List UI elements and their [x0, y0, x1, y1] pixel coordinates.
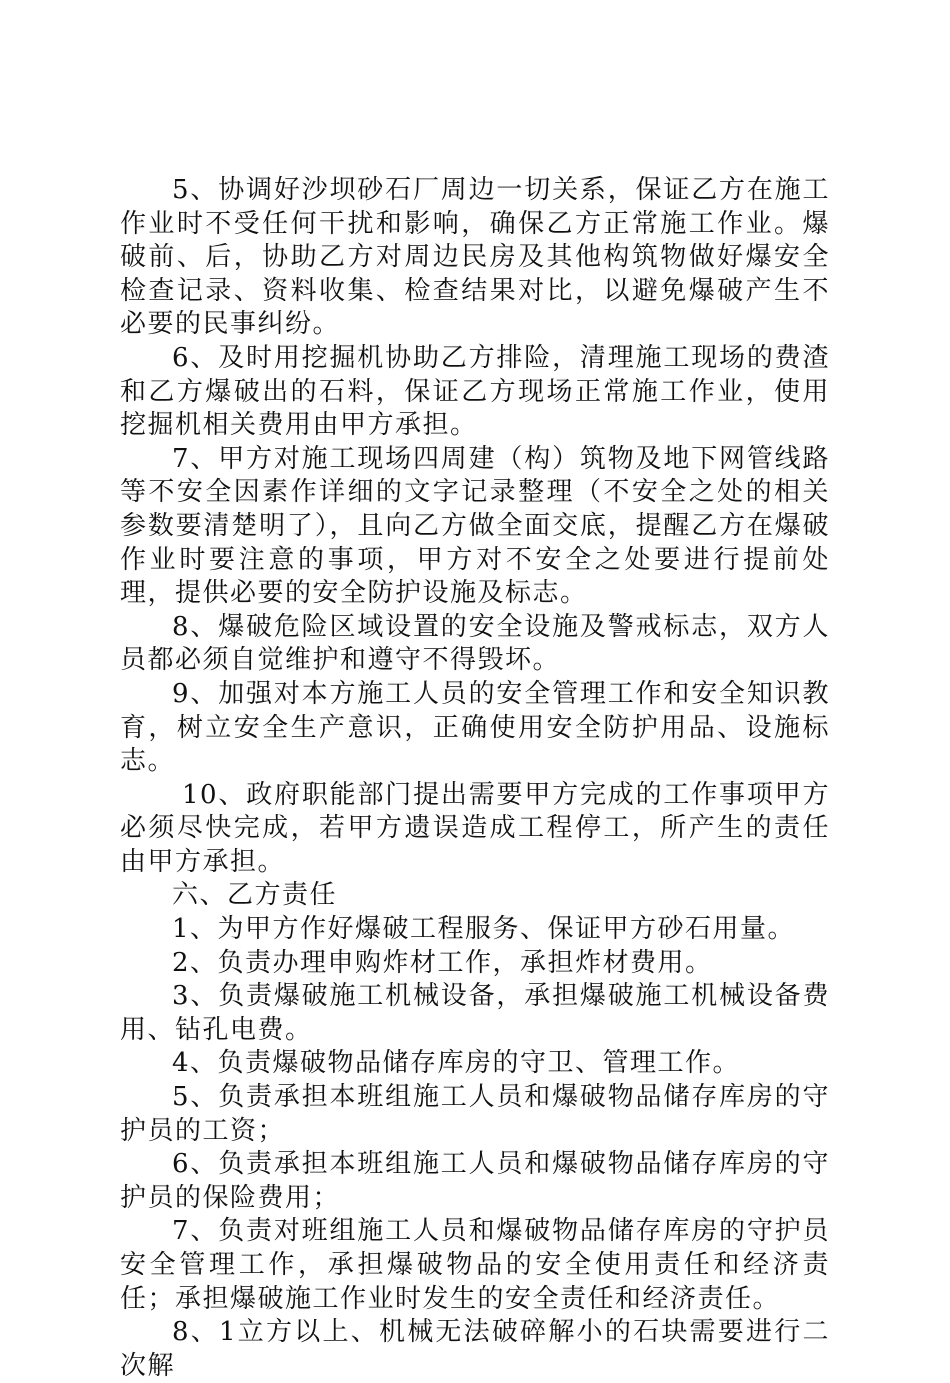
paragraph-warning-signs: 8、爆破危险区域设置的安全设施及警戒标志，双方人员都必须自觉维护和遵守不得毁坏。 [120, 611, 830, 676]
paragraph-b-1: 1、为甲方作好爆破工程服务、保证甲方砂石用量。 [172, 914, 796, 945]
paragraph-b-5: 5、负责承担本班组施工人员和爆破物品储存库房的守护员的工资； [120, 1082, 830, 1146]
paragraph-site-records: 7、甲方对施工现场四周建（构）筑物及地下网管线路等不安全因素作详细的文字记录整理（不安全之处的相关参数要清楚明了），且向乙方做全面交底，提醒乙方在爆破作业时要注意的事项，甲方对不安全之处要进行提前处理，提供必要的安全防护设施及标志。 [120, 443, 830, 609]
paragraph-b-3: 3、负责爆破施工机械设备，承担爆破施工机械设备费用、钻孔电费。 [120, 981, 830, 1045]
paragraph-coordinate-relations: 5、协调好沙坝砂石厂周边一切关系，保证乙方在施工作业时不受任何干扰和影响，确保乙方正常施工作业。爆破前、后，协助乙方对周边民房及其他构筑物做好爆安全检查记录、资料收集、检查结果对比，以避免爆破产生不必要的民事纠纷。 [120, 175, 830, 340]
paragraph-b-7: 7、负责对班组施工人员和爆破物品储存库房的守护员安全管理工作，承担爆破物品的安全使用责任和经济责任；承担爆破施工作业时发生的安全责任和经济责任。 [120, 1216, 830, 1314]
paragraph-excavator-assist: 6、及时用挖掘机协助乙方排险，清理施工现场的费渣和乙方爆破出的石料，保证乙方现场正常施工作业，使用挖掘机相关费用由甲方承担。 [120, 342, 830, 441]
paragraph-government-matters: 10、政府职能部门提出需要甲方完成的工作事项甲方必须尽快完成，若甲方遗误造成工程停工，所产生的责任由甲方承担。 [120, 779, 830, 877]
paragraph-b-6: 6、负责承担本班组施工人员和爆破物品储存库房的守护员的保险费用； [120, 1149, 830, 1213]
paragraph-b-8: 8、1立方以上、机械无法破碎解小的石块需要进行二次解 [120, 1317, 830, 1381]
section-heading-party-b: 六、乙方责任 [172, 880, 338, 911]
paragraph-safety-education: 9、加强对本方施工人员的安全管理工作和安全知识教育，树立安全生产意识，正确使用安全防护用品、设施标志。 [120, 678, 830, 777]
document-body [120, 174, 830, 1383]
paragraph-b-2: 2、负责办理申购炸材工作，承担炸材费用。 [172, 947, 713, 978]
paragraph-b-4: 4、负责爆破物品储存库房的守卫、管理工作。 [172, 1048, 741, 1079]
